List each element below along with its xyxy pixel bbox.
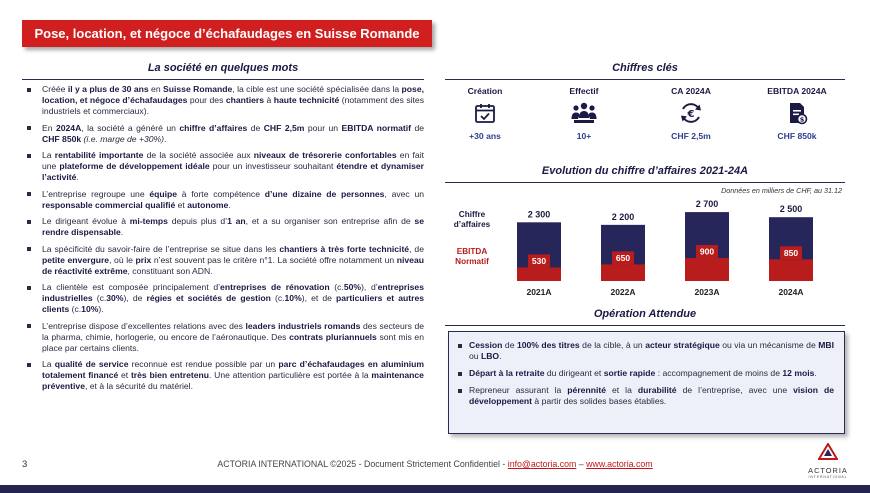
bold-text: maintenance préventive	[42, 370, 424, 391]
text: .	[164, 133, 167, 144]
bold-text: CHF 850k	[42, 133, 82, 144]
text: , et a su organiser son entreprise afin de	[245, 216, 415, 226]
bold-text: 1 an	[227, 216, 246, 226]
bold-text: haute technicité	[273, 95, 340, 105]
text: La	[42, 359, 55, 369]
text: .	[228, 199, 231, 210]
revenue-data-label: 2 200	[611, 211, 635, 222]
key-figure-label: Création	[467, 86, 503, 96]
key-figures-heading: Chiffres clés	[612, 62, 678, 74]
bold-text: mi-temps	[129, 216, 168, 226]
x-tick-label: 2024A	[778, 287, 804, 297]
page-number: 3	[22, 459, 28, 470]
text: n’est souvent pas le critère n°1. La société offre notamment un	[151, 254, 397, 265]
actoria-logo	[803, 443, 853, 479]
bullet-item	[455, 368, 834, 379]
text: L’entreprise dispose d’excellentes relations avec des	[42, 320, 246, 331]
bold-text: 100% des titres	[516, 340, 580, 350]
bold-text: particuliers et autres clients	[42, 293, 425, 314]
logo-name: ACTORIA	[808, 466, 848, 475]
bold-text: LBO	[480, 351, 500, 361]
text: , la société a généré un	[81, 122, 180, 133]
ebitda-data-label: 900	[699, 246, 715, 257]
text: .	[814, 368, 817, 378]
text: de	[411, 122, 425, 133]
x-tick-label: 2022A	[610, 287, 636, 297]
bold-text: Suisse Romande	[163, 84, 233, 94]
bold-text: autonome	[187, 199, 229, 210]
text: , constituant son ADN.	[127, 265, 213, 276]
ebitda-bar	[685, 258, 729, 281]
bold-text: étendre et dynamiser l’activité	[42, 161, 424, 182]
bullet-item	[22, 282, 424, 315]
footer-email-link[interactable]: info@actoria.com	[507, 459, 577, 469]
bold-text: leaders industriels romands	[245, 320, 361, 331]
operation-heading: Opération Attendue	[593, 308, 697, 320]
footer-text: ACTORIA INTERNATIONAL ©2025 - Document Strictement Confidentiel -	[217, 459, 508, 469]
ca-series-label: Chiffre d’affaires	[453, 210, 491, 229]
text: L’entreprise regroupe une	[42, 188, 150, 199]
text: ).	[98, 304, 104, 314]
operation-box	[448, 331, 845, 434]
ebitda-bar	[517, 267, 561, 281]
x-tick-label: 2023A	[694, 287, 720, 297]
revenue-data-label: 2 500	[779, 204, 803, 215]
text: (c.	[270, 293, 285, 303]
bold-text: MBI	[818, 340, 834, 350]
bullet-item	[455, 385, 834, 407]
bold-text: Cession	[469, 340, 503, 350]
bold-text: 10%	[81, 304, 99, 314]
text: et	[175, 199, 188, 210]
text: à forte compétence	[177, 188, 265, 199]
bold-text: équipe	[149, 188, 178, 199]
bold-text: chantiers	[225, 95, 265, 105]
bullet-item	[22, 189, 424, 211]
chart-units-note: Données en milliers de CHF, au 31.12	[721, 186, 842, 195]
text: , la cible est une société spécialisée dans la	[232, 84, 402, 94]
x-tick-label: 2021A	[526, 287, 552, 297]
report-money-icon	[785, 101, 809, 125]
bullet-item	[22, 321, 424, 354]
text: . Une attention particulière est portée à la	[209, 370, 372, 380]
key-figures-divider	[445, 79, 845, 80]
text: (c.	[69, 304, 82, 314]
bold-text: rentabilité importante	[54, 150, 144, 160]
bold-text: niveau de réactivité extrême	[42, 254, 424, 276]
text: , et à la sécurité du matériel.	[85, 381, 193, 391]
text: pour des	[187, 95, 226, 105]
text: La clientèle est composée principalement d’	[42, 282, 221, 292]
key-figure-value: CHF 850k	[777, 131, 817, 141]
bold-text: pérennité	[567, 385, 606, 395]
bold-text: chiffre d’affaires	[179, 122, 248, 133]
bottom-bar	[0, 485, 870, 493]
bullet-item	[22, 359, 424, 392]
company-section-divider	[22, 79, 424, 80]
bold-text: régies et sociétés de gestion	[146, 293, 271, 303]
logo-subtitle: INTERNATIONAL	[808, 475, 848, 479]
text: de la société associée aux	[143, 150, 254, 160]
bold-text: 30%	[106, 293, 124, 303]
bold-text: CHF 2,5m	[263, 122, 305, 133]
svg-text:$: $	[799, 115, 805, 124]
bold-text: Départ à la retraite	[469, 368, 545, 378]
revenue-chart	[440, 196, 845, 306]
text: .	[120, 227, 124, 237]
text: de	[502, 340, 517, 350]
text: ), de	[123, 293, 147, 303]
text: à partir des solides bases établies.	[532, 396, 667, 406]
text: en	[148, 84, 164, 94]
ebitda-bar	[601, 264, 645, 281]
text: de la cible, à un	[579, 340, 646, 350]
bold-text: entreprises industrielles	[42, 282, 424, 303]
operation-divider	[445, 325, 845, 326]
bold-text: 2024A	[55, 122, 82, 133]
text: La	[42, 150, 55, 160]
bullet-item	[22, 123, 424, 145]
bold-text: petite envergure	[42, 254, 110, 265]
company-section-heading: La société en quelques mots	[147, 62, 299, 74]
text: du dirigeant et	[544, 368, 604, 378]
text: (c.	[329, 282, 344, 292]
key-figure-label: EBITDA 2024A	[767, 86, 827, 96]
ebitda-data-label: 530	[531, 255, 547, 266]
text: de l’entreprise, avec une	[676, 385, 794, 395]
bold-text: sortie rapide	[603, 368, 656, 378]
calendar-check-icon	[473, 101, 497, 125]
text: reconnue est rendue possible par un	[128, 359, 279, 369]
italic-text: (i.e. marge de +30%)	[81, 133, 165, 144]
text: ou	[469, 351, 481, 361]
bold-text: plateforme de développement idéale	[59, 161, 210, 171]
bold-text: prix	[135, 254, 152, 265]
bullet-item	[22, 244, 424, 277]
bold-text: pose, location, et négoce d’échafaudages	[42, 84, 424, 105]
bullet-item	[22, 216, 424, 238]
key-figure-ebitda	[752, 86, 842, 141]
text: ), et de	[301, 293, 337, 303]
text: pour un	[304, 122, 342, 133]
page-title: Pose, location, et négoce d’échafaudages en Suisse Romande	[22, 20, 432, 47]
text: Créée	[42, 84, 68, 94]
text: : accompagnement de moins de	[655, 368, 783, 378]
text: Repreneur assurant la	[469, 385, 568, 395]
ebitda-series-label: EBITDA Normatif	[455, 247, 489, 266]
footer	[0, 459, 870, 469]
bold-text: parc d’échafaudages en aluminium totalement financé	[42, 359, 425, 380]
bullet-item	[455, 340, 834, 362]
bold-text: niveaux de trésorerie confortables	[253, 150, 397, 160]
key-figure-ca	[646, 86, 736, 141]
bold-text: entreprises de rénovation	[220, 282, 330, 292]
bold-text: chantiers à très forte technicité	[279, 243, 410, 254]
revenue-data-label: 2 700	[695, 199, 719, 210]
text: (c.	[92, 293, 107, 303]
text: .	[76, 172, 79, 182]
bold-text: très bien entretenu	[130, 370, 210, 380]
key-figure-value: +30 ans	[469, 131, 501, 141]
key-figure-value: CHF 2,5m	[671, 131, 711, 141]
bullet-item	[22, 150, 424, 183]
text: des secteurs de la pharma, chimie, horlogerie, ou encore de l’aéronautique. Des	[42, 320, 425, 342]
bold-text: vision de développement	[469, 385, 834, 406]
bold-text: 10%	[284, 293, 302, 303]
text: à	[264, 95, 274, 105]
text: .	[499, 351, 502, 361]
euro-cycle-icon	[678, 101, 704, 125]
team-icon	[570, 101, 598, 125]
bold-text: d’une dizaine de personnes	[264, 188, 385, 199]
text: ), d’	[361, 282, 378, 292]
logo-triangle-icon	[818, 443, 838, 460]
text: , où le	[109, 254, 136, 265]
text: sont mis en place par certains clients.	[42, 331, 424, 353]
text: depuis plus d’	[167, 216, 228, 226]
text: , de	[409, 243, 424, 254]
text: de	[247, 122, 264, 133]
text: et la	[605, 385, 638, 395]
bold-text: responsable commercial qualifié	[42, 199, 176, 210]
bold-text: acteur stratégique	[645, 340, 720, 350]
bold-text: se rendre dispensable	[42, 216, 424, 237]
key-figure-effectif	[539, 86, 629, 141]
bold-text: EBITDA normatif	[341, 122, 412, 133]
text: La spécificité du savoir-faire de l’entreprise se situe dans les	[42, 243, 280, 254]
operation-bullets	[455, 340, 834, 407]
revenue-chart-divider	[445, 182, 845, 183]
key-figure-label: Effectif	[569, 86, 599, 96]
text: , avec un	[384, 188, 424, 199]
key-figure-label: CA 2024A	[671, 86, 711, 96]
company-bullets	[22, 84, 424, 398]
text: et	[118, 370, 131, 380]
bullet-item	[22, 84, 424, 117]
revenue-chart-heading: Evolution du chiffre d’affaires 2021-24A	[541, 165, 749, 177]
text: (notamment des sites industriels et commerciaux).	[42, 95, 424, 116]
text: en fait une	[42, 150, 425, 171]
bold-text: durabilité	[637, 385, 677, 395]
key-figure-value: 10+	[576, 131, 592, 141]
key-figure-creation	[440, 86, 530, 141]
text: ou via un mécanisme de	[719, 340, 819, 350]
bold-text: 12 mois	[782, 368, 815, 378]
bold-text: il y a plus de 30 ans	[67, 84, 149, 94]
text: En	[42, 122, 56, 133]
text: pour un investisseur souhaitant	[209, 161, 337, 171]
bold-text: qualité de service	[54, 359, 129, 369]
svg-text:€: €	[687, 109, 695, 120]
bold-text: 50%	[343, 282, 362, 292]
bold-text: contrats pluriannuels	[289, 331, 377, 342]
ebitda-data-label: 650	[615, 252, 631, 263]
text: Le dirigeant évolue à	[42, 216, 130, 226]
footer-separator: –	[576, 459, 587, 469]
ebitda-data-label: 850	[783, 247, 799, 258]
footer-website-link[interactable]: www.actoria.com	[586, 459, 653, 469]
revenue-data-label: 2 300	[527, 209, 551, 220]
ebitda-bar	[769, 259, 813, 281]
